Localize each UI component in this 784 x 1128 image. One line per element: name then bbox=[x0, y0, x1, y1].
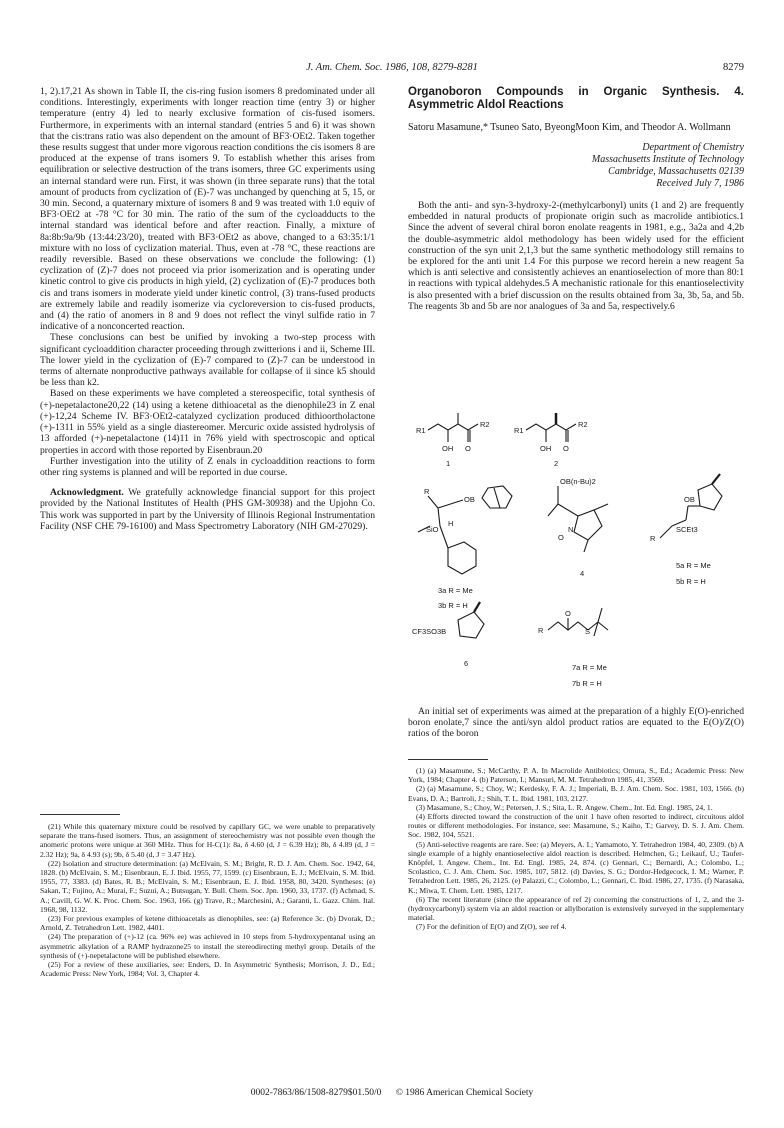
r-label: R bbox=[650, 534, 656, 543]
footnote: (25) For a review of these auxiliaries, see: Enders, D. In Asymmetric Synthesis; Morrison, J. D., Ed.; Academic Press: New York, 1984; Vol. 3, Chapter 4. bbox=[40, 960, 375, 979]
received-date: Received July 7, 1986 bbox=[656, 178, 744, 189]
affiliation-line: Massachusetts Institute of Technology bbox=[591, 154, 744, 165]
compound-5a-label: 5a R = Me bbox=[676, 561, 711, 570]
footnote: (24) The preparation of (+)-12 (ca. 96% ee) was achieved in 10 steps from 5-hydroxypentanal using an asymmetric alkylation of a RAMP hydrazone25 to install the stereodirecting methyl group. Details of the synthesis of (+)-nepetalactone will be published elsewhere. bbox=[40, 932, 375, 960]
footnote: (3) Masamune, S.; Choy, W.; Petersen, J. S.; Sita, L. R. Angew. Chem., Int. Ed. Engl. 1985, 24, 1. bbox=[416, 802, 713, 812]
r2-label: R2 bbox=[480, 420, 490, 429]
journal-citation: J. Am. Chem. Soc. 1986, 108, 8279-8281 bbox=[306, 62, 478, 73]
compound-1-label: 1 bbox=[446, 459, 451, 468]
footnote: (6) The recent literature (since the appearance of ref 2) concerning the constructions of 1, 2, and the 3-(hydroxycarbonyl) system via an aldol reaction or allylboration is extensively surveyed in the supplementary material. bbox=[408, 894, 744, 923]
o-label: O bbox=[565, 609, 571, 618]
h-label: H bbox=[448, 519, 454, 528]
body-paragraph: Further investigation into the utility of Z enals in cycloaddition reactions to form other ring systems is planned and will be reported in due course. bbox=[40, 455, 375, 478]
compound-4-label: 4 bbox=[580, 569, 585, 578]
acknowledgment-text: We gratefully acknowledge financial support for this project provided by the National Institutes of Health (PHS GM-30938) and the Upjohn Co. This work was supported in part by the University of Illinois Regional Instrumentation Facility (NSF CHE 79-16100) and Mass Spectrometry Laboratory (NIH GM-27029). bbox=[40, 487, 375, 532]
journal-code: 0002-7863/86/1508-8279$01.50/0 bbox=[250, 1088, 382, 1098]
acknowledgment bbox=[40, 487, 375, 532]
ob-nbu-label: OB(n-Bu)2 bbox=[560, 477, 596, 486]
o-label: O bbox=[563, 444, 569, 453]
r-label: R bbox=[424, 487, 430, 496]
right-footnotes bbox=[408, 766, 744, 932]
compound-7a-label: 7a R = Me bbox=[572, 663, 607, 672]
footnote: (5) Anti-selective reagents are rare. See: (a) Meyers, A. I.; Yamamoto, Y. Tetrahedron 1984, 40, 2309. (b) A single example of a highly enantioselective aldol reaction is described. Helmchen, G.; Leikauf, U.; Taufer-Knöpfel, I. Angew. Chem., Int. Ed. Engl. 1985, 24, 874. (c) Gennari, C.; Bernardi, A.; Colombo, L.; Scolastico, C. J. Am. Chem. Soc. 1985, 107, 5812. (d) Davies, S. G.; Dordor-Hedgecock, I. M.; Warner, P. Tetrahedron Lett. 1985, 26, 2125. (e) Palazzi, C.; Colombo, L.; Gennari, C. Ibid. 1986, 27, 1735. (f) Narasaka, K.; Miwa, T. Chem. Lett. 1985, 1217. bbox=[408, 839, 744, 895]
page-footer bbox=[0, 1088, 784, 1098]
o-label: O bbox=[558, 533, 564, 542]
body-paragraph: Both the anti- and syn-3-hydroxy-2-(methylcarbonyl) units (1 and 2) are frequently embedded in natural products of propionate origin such as macrolide antibiotics.1 Since the advent of several chiral boron enolate reagents in 1981, e.g., 3a2a and 4,2b the double-asymmetric aldol methodology has been widely used for the efficient construction of the syn unit 2,1,3 but the same synthetic methodology still remains to be explored for the anti unit 1.4 For this purpose we record herein a new reagent 5a which is anti selective and consistently achieves an enantioselection of more than 80:1 in reactions with typical aldehydes.5 A mechanistic rationale for this enantioselectivity is also presented with a brief discussion on the results obtained from 3a, 3b, 5a, and 5b. The reagents 3b and 5b are nor analogues of 3a and 5a, respectively.6 bbox=[408, 200, 744, 312]
body-paragraph: An initial set of experiments was aimed at the preparation of a highly E(O)-enriched boron enolate,7 since the anti/syn aldol product ratios are equated to the E(O)/Z(O) ratios of the boron bbox=[408, 706, 744, 740]
right-column bbox=[408, 86, 744, 312]
compound-2-label: 2 bbox=[554, 459, 559, 468]
compound-3b-label: 3b R = H bbox=[438, 601, 468, 610]
oh-label: OH bbox=[442, 444, 454, 453]
ob-label: OB bbox=[464, 495, 475, 504]
footnote: (21) While this quaternary mixture could be resolved by capillary GC, we were unable to preparatively separate the trans-fused isomers. Thus, an assignment of stereochemistry was not possible even though the anomeric protons were unique at 360 MHz. Thus for H-C(1): 8a, δ 4.60 (d, J = 6.39 Hz); 8b, δ 4.89 (d, J = 2.32 Hz); 9a, δ 4.93 (s); 9b, δ 5.40 (d, J = 3.47 Hz). bbox=[40, 822, 375, 859]
running-header bbox=[40, 62, 744, 78]
r2-label: R2 bbox=[578, 420, 588, 429]
chemical-structures bbox=[408, 408, 744, 708]
right-column-continued bbox=[408, 706, 744, 740]
r-label: R bbox=[538, 626, 544, 635]
ob-label: OB bbox=[684, 495, 695, 504]
r1-label: R1 bbox=[416, 426, 426, 435]
s-label: S bbox=[585, 627, 591, 636]
body-paragraph: 1, 2).17,21 As shown in Table II, the cis-ring fusion isomers 8 predominated under all conditions. Interestingly, experiments with longer reaction time (entry 3) or higher temperature (entry 4) led to nearly exclusive formation of cis-fused isomers. Furthermore, in experiments with an internal standard (entries 5 and 6) it was shown that the cis:trans ratio was also dependent on the amount of BF3·OEt2. Taken together these results suggest that under more vigorous reaction conditions the cis isomers 8 are produced at the expense of trans isomers 9. To establish whether this arises from equilibration or selective destruction of the trans isomers, three GC experiments using an internal standard were run. First, it was shown (in three separate runs) that the total amount of products from cyclization of (E)-7 was unchanged by quenching at 5, 15, or 30 min. Second, a quaternary mixture of isomers 8 and 9 was treated with 1.0 equiv of BF3·OEt2 at -78 °C for 30 min. The ratio of the sum of the cycloadducts to the internal standard was identical before and after reaction. Finally, a mixture of 8a:8b:9a/9b (13:44:23/20), treated with BF3·OEt2 as above, changed to a 63:35:1/1 mixture with no loss of cyclization material. Thus, even at -78 °C, these reactions are readily reversible. Based on these observations we conclude the following: (1) cyclization of (Z)-7 does not proceed via prior isomerization and is operating under kinetic control to give cis products in high yield, (2) cyclization of (E)-7 produces both cis and trans isomers in moderate yield under kinetic control, (3) trans-fused products are extremely labile and readily isomerize via cycloreversion to cis-fused products, and (4) the ratio of anomers in 8 and 9 does not reflect the vinyl sulfide ratio in 7 indicative of a nonconcerted reaction. bbox=[40, 86, 375, 333]
cf3so3b-label: CF3SO3B bbox=[412, 627, 447, 636]
compound-7b-label: 7b R = H bbox=[572, 679, 602, 688]
left-footnotes bbox=[40, 822, 375, 978]
body-paragraph: Based on these experiments we have completed a stereospecific, total synthesis of (+)-nepetalactone20,22 (14) using a ketene dithioacetal as the dienophile23 in Z enal (+)-12,24 Scheme IV. BF3·OEt2-catalyzed cyclization produced dithioortholactone (+)-1311 in 55% yield as a single diastereomer. Mercuric oxide assisted hydrolysis of 13 afforded (+)-nepetalactone (14)11 in 76% yield with spectroscopic and optical properties in accord with those reported by Eisenbraun.20 bbox=[40, 388, 375, 456]
footnote: (23) For previous examples of ketene dithioacetals as dienophiles, see: (a) Reference 3c. (b) Dvorak, D.; Arnold, Z. Tetrahedron Lett. 1982, 4401. bbox=[40, 914, 375, 933]
footnote: (2) (a) Masamune, S.; Choy, W.; Kerdesky, F. A. J.; Imperiali, B. J. Am. Chem. Soc. 1981, 103, 1566. (b) Evans, D. A.; Bartroli, J.; Shih, T. L. Ibid. 1981, 103, 2127. bbox=[408, 784, 744, 803]
affiliation-line: Cambridge, Massachusetts 02139 bbox=[608, 166, 744, 177]
compound-3a-label: 3a R = Me bbox=[438, 586, 473, 595]
compound-5b-label: 5b R = H bbox=[676, 577, 706, 586]
sio-label: SiO bbox=[426, 525, 439, 534]
acknowledgment-label: Acknowledgment. bbox=[50, 487, 124, 499]
body-paragraph: These conclusions can best be unified by invoking a two-step process with significant cycloaddition character proceeding through zwitterions i and ii, Scheme III. The lower yield in the cyclization of (E)-7 compared to (Z)-7 can be understood in terms of alternate nonproductive pathways available for collapse of ii since k5 should be less than k2. bbox=[40, 332, 375, 389]
footnote-rule bbox=[408, 759, 488, 760]
compound-6-label: 6 bbox=[464, 659, 469, 668]
footnote: (1) (a) Masamune, S.; McCarthy, P. A. In Macrolide Antibiotics; Omura, S., Ed.; Academic Press: New York, 1984; Chapter 4. (b) Paterson, I.; Mansuri, M. M. Tetrahedron 1985, 41, 3569. bbox=[408, 766, 744, 785]
footnote: (7) For the definition of E(O) and Z(O), see ref 4. bbox=[416, 922, 567, 932]
footnote: (4) Efforts directed toward the construction of the unit 1 have often resorted to indirect, circuitous aldol routes or different methodologies. For instance, see: Masamune, S.; Kaiho, T.; Garvey, D. S. J. Am. Chem. Soc. 1982, 104, 5521. bbox=[408, 812, 744, 840]
affiliation bbox=[408, 142, 744, 190]
authors: Satoru Masamune,* Tsuneo Sato, ByeongMoon Kim, and Theodor A. Wollmann bbox=[408, 122, 731, 133]
scet-label: SCEt3 bbox=[676, 525, 698, 534]
footnote-rule bbox=[40, 814, 120, 815]
affiliation-line: Department of Chemistry bbox=[642, 142, 744, 153]
r1-label: R1 bbox=[514, 426, 524, 435]
article-title: Organoboron Compounds in Organic Synthesis. 4. Asymmetric Aldol Reactions bbox=[408, 86, 744, 111]
footnote: (22) Isolation and structure determination: (a) McElvain, S. M.; Bright, R. D. J. Am. Chem. Soc. 1942, 64, 1828. (b) McElvain, S. M.; Eisenbraun, E. J. Ibid. 1955, 77, 1599. (c) Eisenbraun, E. J.; McElvain, S. M. Ibid. 1955, 77, 3383. (d) Bates, R. B.; McElvain, S. M.; Eisenbraun, E. J. Ibid. 1958, 80, 3420. Syntheses: (e) Sakan, T.; Fujino, A.; Murai, F.; Suzui, A.; Butsugan, Y. Bull. Chem. Soc. Jpn. 1960, 33, 1737. (f) Achmad, S. A.; Cavill, G. W. K. Proc. Chem. Soc. 1963, 166. (g) Trave, R.; Marchesini, A.; Garanti, L. Gazz. Chim. Ital. 1968, 98, 1132. bbox=[40, 858, 375, 914]
left-column bbox=[40, 86, 375, 532]
copyright: © 1986 American Chemical Society bbox=[395, 1088, 534, 1098]
oh-label: OH bbox=[540, 444, 552, 453]
page-number: 8279 bbox=[723, 62, 744, 73]
o-label: O bbox=[465, 444, 471, 453]
n-label: N bbox=[568, 525, 574, 534]
